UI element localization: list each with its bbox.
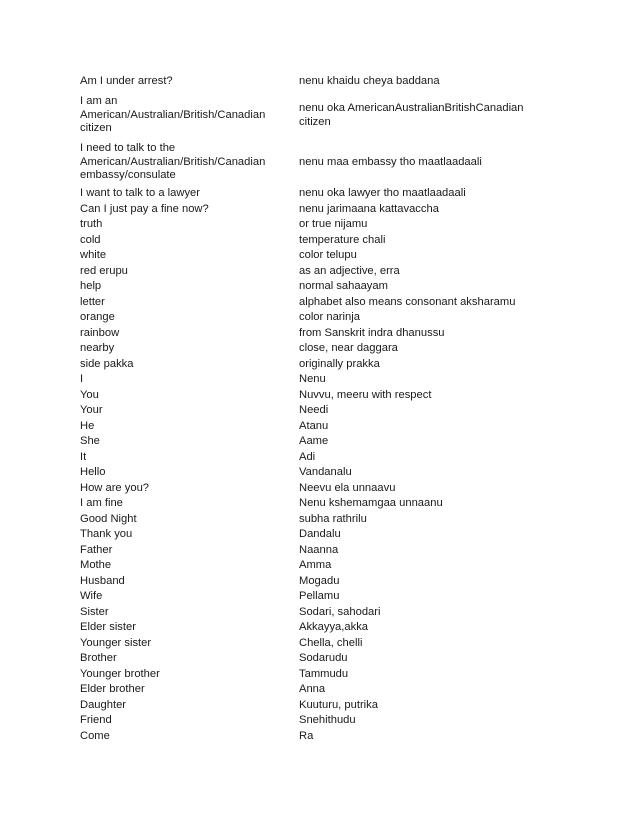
table-row: [80, 217, 530, 233]
table-row: [80, 620, 530, 636]
telugu-translation: Adi: [299, 450, 316, 463]
english-phrase: I am fine: [80, 497, 123, 509]
table-row: [80, 233, 530, 249]
table-row: [80, 651, 530, 667]
telugu-translation: from Sanskrit indra dhanussu: [299, 326, 445, 339]
table-row: [80, 403, 530, 419]
english-phrase: Am I under arrest?: [80, 75, 173, 88]
table-row: [80, 139, 530, 186]
english-phrase: cold: [80, 233, 101, 246]
table-row: [80, 450, 530, 466]
telugu-translation: close, near daggara: [299, 342, 398, 354]
english-phrase: Hello: [80, 466, 106, 478]
telugu-translation: nenu maa embassy tho maatlaadaali: [299, 155, 482, 168]
telugu-translation: Akkayya,akka: [299, 621, 369, 633]
table-row: [80, 558, 530, 574]
english-phrase: I want to talk to a lawyer: [80, 187, 201, 199]
english-phrase: white: [80, 249, 107, 261]
english-phrase: Father: [80, 543, 113, 556]
telugu-translation: nenu oka AmericanAustralianBritishCanadian citizen: [299, 102, 524, 128]
english-phrase: Can I just pay a fine now?: [80, 202, 209, 215]
english-phrase: help: [80, 280, 102, 292]
english-phrase: Friend: [80, 714, 112, 726]
table-row: [80, 326, 530, 342]
english-phrase: She: [80, 435, 100, 447]
english-phrase: Good Night: [80, 512, 137, 525]
english-phrase: Husband: [80, 574, 125, 587]
telugu-translation: Aame: [299, 435, 329, 447]
english-phrase: Elder sister: [80, 621, 136, 633]
table-row: [80, 465, 530, 481]
table-row: [80, 388, 530, 404]
telugu-translation: nenu oka lawyer tho maatlaadaali: [299, 187, 466, 199]
table-row: [80, 248, 530, 264]
table-row: [80, 372, 530, 388]
english-phrase: Wife: [80, 590, 103, 602]
english-phrase: orange: [80, 311, 115, 323]
english-phrase: Younger sister: [80, 636, 152, 649]
telugu-translation: Snehithudu: [299, 714, 356, 726]
english-phrase: Thank you: [80, 528, 133, 540]
table-row: [80, 295, 530, 311]
english-phrase: Daughter: [80, 698, 127, 711]
english-phrase: truth: [80, 218, 103, 230]
english-phrase: Elder brother: [80, 683, 145, 695]
telugu-translation: Sodari, sahodari: [299, 605, 381, 618]
telugu-translation: Nenu kshemamgaa unnaanu: [299, 497, 443, 509]
table-row: [80, 543, 530, 559]
table-row: [80, 264, 530, 280]
table-row: [80, 682, 530, 698]
table-row: [80, 605, 530, 621]
table-row: [80, 636, 530, 652]
table-row: [80, 729, 530, 745]
vocabulary-table: [80, 72, 530, 744]
telugu-translation: Vandanalu: [299, 466, 352, 478]
telugu-translation: Neevu ela unnaavu: [299, 481, 396, 494]
telugu-translation: Needi: [299, 404, 329, 416]
english-phrase: Brother: [80, 652, 117, 664]
table-row: [80, 574, 530, 590]
table-row: [80, 419, 530, 435]
table-row: [80, 698, 530, 714]
telugu-translation: Dandalu: [299, 528, 341, 540]
telugu-translation: Ra: [299, 729, 314, 742]
table-row: [80, 496, 530, 512]
telugu-translation: temperature chali: [299, 233, 386, 246]
telugu-translation: originally prakka: [299, 357, 380, 370]
table-row: [80, 527, 530, 543]
english-phrase: You: [80, 388, 99, 401]
table-row: [80, 341, 530, 357]
english-phrase: Mothe: [80, 559, 112, 571]
telugu-translation: normal sahaayam: [299, 280, 388, 292]
table-row: [80, 713, 530, 729]
table-row: [80, 667, 530, 683]
table-row: [80, 279, 530, 295]
table-row: [80, 434, 530, 450]
table-row: [80, 72, 530, 92]
telugu-translation: color telupu: [299, 249, 357, 261]
telugu-translation: nenu khaidu cheya baddana: [299, 75, 440, 88]
english-phrase: How are you?: [80, 481, 150, 494]
telugu-translation: Amma: [299, 559, 332, 571]
english-phrase: rainbow: [80, 326, 120, 339]
english-phrase: Your: [80, 404, 103, 416]
telugu-translation: color narinja: [299, 311, 360, 323]
english-phrase: Sister: [80, 605, 109, 618]
telugu-translation: Nenu: [299, 373, 326, 385]
telugu-translation: Sodarudu: [299, 652, 348, 664]
english-phrase: Come: [80, 729, 110, 742]
table-row: [80, 186, 530, 202]
telugu-translation: Tammudu: [299, 667, 349, 680]
english-phrase: It: [80, 450, 87, 463]
english-phrase: nearby: [80, 342, 115, 354]
telugu-translation: Atanu: [299, 419, 329, 432]
telugu-translation: alphabet also means consonant aksharamu: [299, 295, 516, 308]
table-row: [80, 481, 530, 497]
telugu-translation: subha rathrilu: [299, 512, 367, 525]
telugu-translation: Kuuturu, putrika: [299, 698, 378, 711]
english-phrase: Younger brother: [80, 667, 160, 680]
english-phrase: He: [80, 419, 95, 432]
english-phrase: I am an American/Australian/British/Canadian citizen: [80, 95, 266, 135]
telugu-translation: as an adjective, erra: [299, 264, 400, 277]
telugu-translation: nenu jarimaana kattavaccha: [299, 202, 439, 215]
english-phrase: I: [80, 373, 84, 385]
telugu-translation: Naanna: [299, 543, 339, 556]
table-row: [80, 357, 530, 373]
table-row: [80, 512, 530, 528]
telugu-translation: Chella, chelli: [299, 636, 363, 649]
telugu-translation: or true nijamu: [299, 218, 368, 230]
english-phrase: red erupu: [80, 264, 128, 277]
telugu-translation: Nuvvu, meeru with respect: [299, 388, 432, 401]
english-phrase: side pakka: [80, 357, 134, 370]
telugu-translation: Anna: [299, 683, 326, 695]
table-row: [80, 589, 530, 605]
telugu-translation: Mogadu: [299, 574, 340, 587]
table-row: [80, 310, 530, 326]
telugu-translation: Pellamu: [299, 590, 340, 602]
english-phrase: I need to talk to the American/Australian/British/Canadian embassy/consulate: [80, 142, 266, 182]
table-row: [80, 202, 530, 218]
english-phrase: letter: [80, 295, 105, 308]
table-row: [80, 92, 530, 139]
